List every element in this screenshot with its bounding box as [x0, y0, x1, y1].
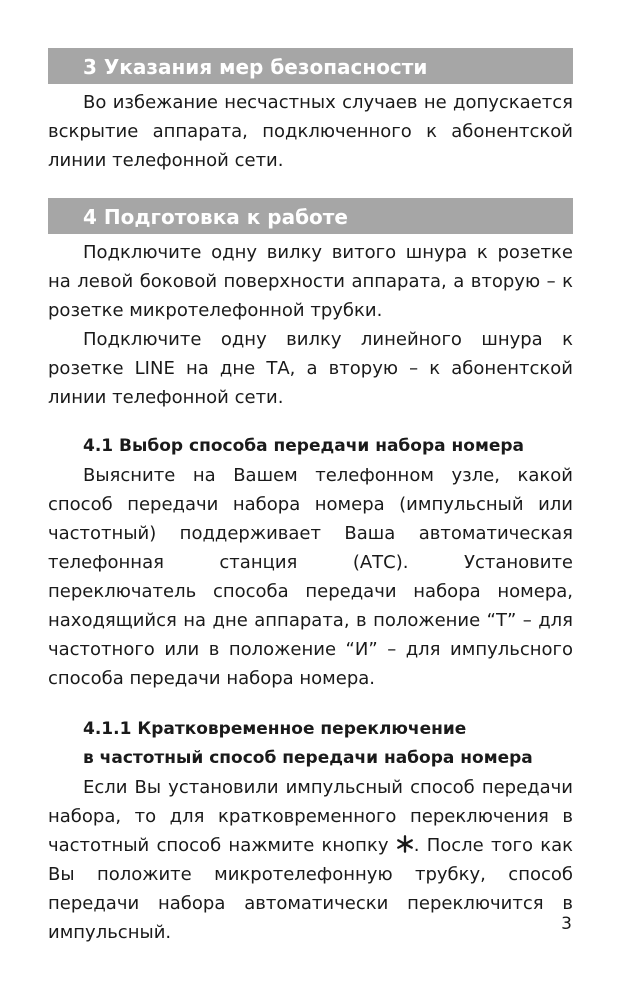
- section-3-title: 3 Указания мер безопасности: [83, 55, 428, 79]
- section-4-1-1-title-line-2: в частотный способ передачи набора номера: [83, 748, 533, 768]
- page-number: 3: [561, 914, 572, 934]
- section-3-heading: [48, 48, 573, 84]
- section-4-paragraph-1: Подключите одну вилку витого шнура к розетке на левой боковой поверхности аппарата, а вторую – к розетке микротелефонной трубки.: [48, 242, 573, 321]
- section-4-1-paragraph: Выясните на Вашем телефонном узле, какой способ передачи набора номера (импульсный или частотный) поддерживает Ваша автоматическая телефонная станция (АТС). Установите переключатель способа передачи набора номера, находящийся на дне аппарата, в положение “Т” – для частотного или в положение “И” – для импульсного способа передачи набора номера.: [48, 465, 573, 689]
- manual-page: [48, 48, 573, 947]
- section-4-1-1-title-line-1: 4.1.1 Кратковременное переключение: [83, 719, 467, 739]
- star-icon: [396, 835, 414, 853]
- section-4-title: 4 Подготовка к работе: [83, 205, 348, 229]
- section-4-heading: [48, 198, 573, 234]
- section-4-1-1-text-before: Если Вы установили импульсный способ передачи набора, то для кратковременного переключения в частотный способ нажмите кнопку: [48, 777, 573, 856]
- section-3-paragraph: Во избежание несчастных случаев не допускается вскрытие аппарата, подключенного к абонентской линии телефонной сети.: [48, 92, 573, 171]
- section-4-1-1-text-after: . После того как Вы положите микротелефонную трубку, способ передачи набора автоматически переключится в импульсный.: [48, 835, 574, 943]
- section-4-1-title: 4.1 Выбор способа передачи набора номера: [83, 436, 525, 456]
- section-4-1-1-paragraph: [48, 773, 573, 947]
- section-4-paragraph-2: Подключите одну вилку линейного шнура к розетке LINE на дне ТА, а вторую – к абонентской линии телефонной сети.: [48, 329, 573, 408]
